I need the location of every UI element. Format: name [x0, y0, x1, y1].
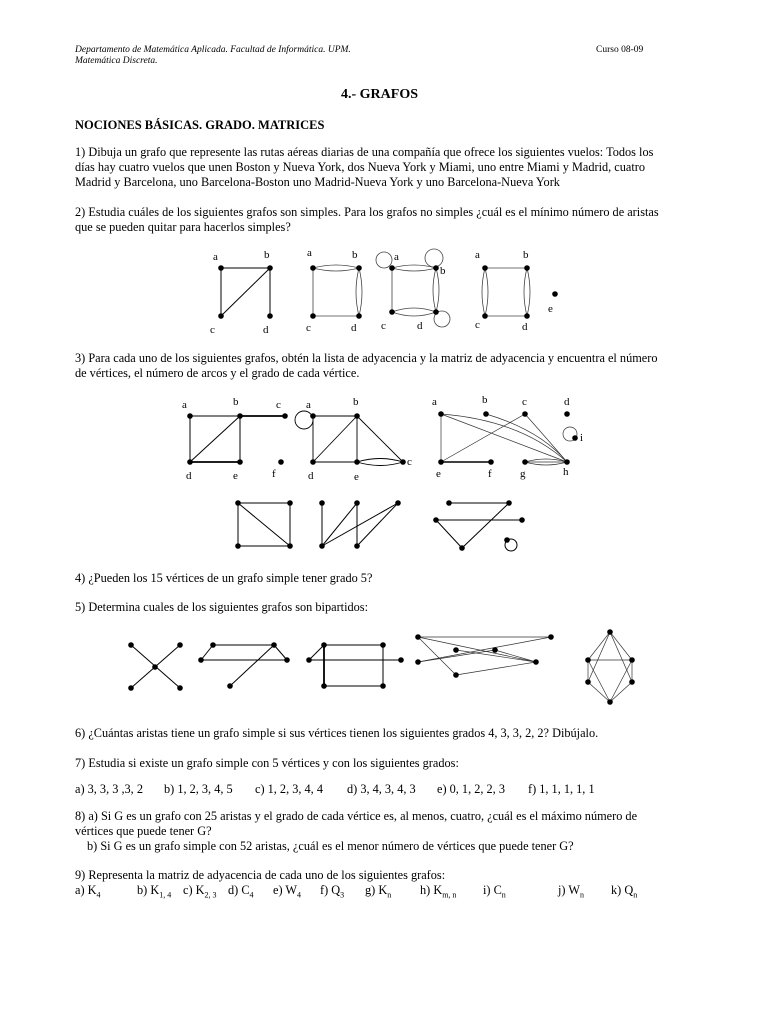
- header-department: Departamento de Matemática Aplicada. Facultad de Informática. UPM.: [75, 45, 351, 55]
- q9-item-sub: n: [579, 890, 584, 900]
- label: e: [436, 468, 441, 480]
- label: c: [475, 319, 480, 331]
- q8-line1: 8) a) Si G es un grafo con 25 aristas y el grado de cada vértice es, al menos, cuatro, ¿cuál es el máximo número de: [75, 809, 638, 823]
- question-6: 6) ¿Cuántas aristas tiene un grafo simple si sus vértices tienen los siguientes grados 4, 3, 3, 2, 2? Dibújalo.: [75, 726, 599, 740]
- label: c: [306, 322, 311, 334]
- q9-item-sub: 4: [297, 890, 302, 900]
- label: f: [272, 468, 276, 480]
- q9-item-sub: n: [387, 890, 392, 900]
- q3-graph-6: [436, 503, 522, 551]
- q5-graph-2: [201, 645, 287, 686]
- label: d: [308, 470, 314, 482]
- label: b: [440, 265, 446, 277]
- q5-graph-4: [418, 637, 551, 675]
- q9-item-label: c) K: [183, 883, 205, 897]
- label: d: [263, 324, 269, 336]
- question-5: 5) Determina cuales de los siguientes grafos son bipartidos:: [75, 600, 369, 614]
- vertex-labels: [182, 247, 583, 483]
- question-7: 7) Estudia si existe un grafo simple con 5 vértices y con los siguientes grados:: [75, 756, 459, 770]
- q9-item-label: i) C: [483, 883, 502, 897]
- header-subject: Matemática Discreta.: [75, 56, 158, 66]
- q9-item-label: d) C: [228, 883, 250, 897]
- q9-item-sub: 1, 4: [159, 890, 172, 900]
- q3-graph-1: [190, 416, 285, 462]
- q9-item-sub: n: [501, 890, 506, 900]
- q9-item-label: j) W: [558, 883, 580, 897]
- section-heading: NOCIONES BÁSICAS. GRADO. MATRICES: [75, 118, 325, 132]
- q3-graph-2: [295, 411, 403, 466]
- q9-item-sub: 4: [96, 890, 101, 900]
- header-course: Curso 08-09: [596, 45, 644, 55]
- q2-line1: 2) Estudia cuáles de los siguientes grafos son simples. Para los grafos no simples ¿cuál es el mínimo número de aristas: [75, 205, 659, 219]
- label: e: [548, 303, 553, 315]
- q9-item-sub: 2, 3: [204, 890, 217, 900]
- q1-line1: 1) Dibuja un grafo que represente las rutas aéreas diarias de una compañía que ofrece los siguientes vuelos: Todos los: [75, 145, 654, 159]
- q9-item-label: b) K: [137, 883, 160, 897]
- question-9: 9) Representa la matriz de adyacencia de cada uno de los siguientes grafos:: [75, 868, 446, 882]
- q7-option-d: d) 3, 4, 3, 4, 3: [347, 782, 416, 796]
- q2-graph-3: [376, 249, 450, 327]
- q9-item-label: e) W: [273, 883, 298, 897]
- question-4: 4) ¿Pueden los 15 vértices de un grafo simple tener grado 5?: [75, 571, 373, 585]
- label: d: [186, 470, 192, 482]
- label: b: [352, 249, 358, 261]
- label: a: [306, 399, 311, 411]
- label: i: [580, 432, 584, 444]
- q2-graph-1: [221, 268, 270, 316]
- label: d: [564, 396, 570, 408]
- label: c: [276, 399, 281, 411]
- q1-line3: Madrid y Barcelona, uno Barcelona-Boston uno Madrid-Nueva York y uno Barcelona-Nueva York: [75, 175, 560, 189]
- q7-option-c: c) 1, 2, 3, 4, 4: [255, 782, 323, 796]
- q3-graph-3: [441, 414, 577, 465]
- label: a: [182, 399, 187, 411]
- q8-line3: b) Si G es un grafo simple con 52 aristas, ¿cuál es el menor número de vértices que puede tener G?: [87, 839, 574, 853]
- label: c: [381, 320, 386, 332]
- q3-line1: 3) Para cada uno de los siguientes grafos, obtén la lista de adyacencia y la matriz de adyacencia y encuentra el número: [75, 351, 658, 365]
- label: g: [520, 468, 526, 480]
- q8-line2: vértices que puede tener G?: [75, 824, 212, 838]
- q7-option-b: b) 1, 2, 3, 4, 5: [164, 782, 233, 796]
- page-title: 4.- GRAFOS: [341, 87, 418, 102]
- label: c: [210, 324, 215, 336]
- label: a: [475, 249, 480, 261]
- q2-line2: que se pueden quitar para hacerlos simples?: [75, 220, 291, 234]
- q5-graph-3: [309, 645, 401, 686]
- q3-graph-5: [322, 503, 398, 546]
- q9-item-label: h) K: [420, 883, 443, 897]
- label: b: [523, 249, 529, 261]
- q9-item-label: k) Q: [611, 883, 634, 897]
- q7-option-a: a) 3, 3, 3 ,3, 2: [75, 782, 143, 796]
- label: a: [213, 251, 218, 263]
- q2-graph-4: [482, 268, 530, 316]
- q9-item-sub: n: [633, 890, 638, 900]
- q1-line2: días hay cuatro vuelos que unen Boston y Nueva York, dos Nueva York y Miami, uno entre Miami y Madrid, cuatro: [75, 160, 646, 174]
- label: f: [488, 468, 492, 480]
- q9-item-sub: 3: [340, 890, 345, 900]
- label: e: [233, 470, 238, 482]
- q9-item-label: g) K: [365, 883, 388, 897]
- q9-item-label: a) K: [75, 883, 97, 897]
- label: b: [353, 396, 359, 408]
- label: c: [522, 396, 527, 408]
- q5-graph-5: [588, 632, 632, 702]
- q2-graph-2: [313, 265, 362, 316]
- q7-option-e: e) 0, 1, 2, 2, 3: [437, 782, 505, 796]
- label: a: [394, 251, 399, 263]
- label: d: [351, 322, 357, 334]
- label: b: [233, 396, 239, 408]
- label: c: [407, 456, 412, 468]
- label: d: [417, 320, 423, 332]
- label: d: [522, 321, 528, 333]
- q7-option-f: f) 1, 1, 1, 1, 1: [528, 782, 595, 796]
- label: a: [432, 396, 437, 408]
- label: a: [307, 247, 312, 259]
- q3-graph-4: [238, 503, 290, 546]
- q9-item-sub: m, n: [442, 890, 457, 900]
- label: h: [563, 466, 569, 478]
- q3-line2: de vértices, el número de arcos y el grado de cada vértice.: [75, 366, 360, 380]
- label: b: [482, 394, 488, 406]
- label: e: [354, 471, 359, 483]
- q9-item-sub: 4: [249, 890, 254, 900]
- q9-item-label: f) Q: [320, 883, 341, 897]
- label: b: [264, 249, 270, 261]
